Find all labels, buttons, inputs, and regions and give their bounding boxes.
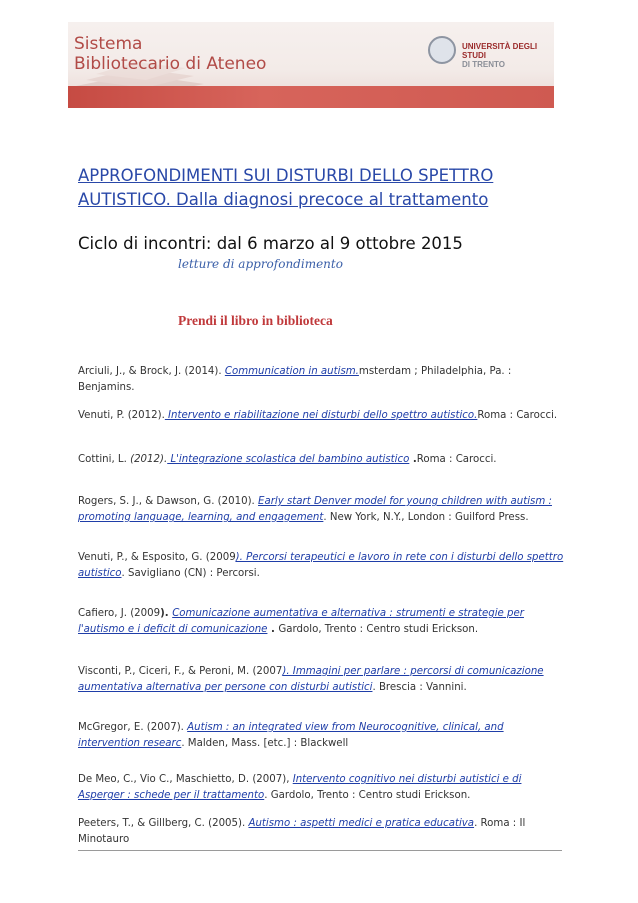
reference-publisher: . Gardolo, Trento : Centro studi Erickson.: [264, 790, 471, 801]
reference-title-link[interactable]: Intervento cognitivo nei disturbi autistici e di Asperger : schede per il trattamento: [78, 774, 522, 801]
reference-title-link[interactable]: Autismo : aspetti medici e pratica educativa: [248, 818, 475, 829]
banner-band: [68, 86, 554, 108]
reference-title-link[interactable]: L'integrazione scolastica del bambino autistico: [167, 454, 410, 465]
reference-publisher: Roma : Carocci.: [416, 454, 497, 465]
reference-title-link[interactable]: Comunicazione aumentativa e alternativa : strumenti e strategie per l'autismo e i deficit di comunicazione: [78, 608, 524, 635]
reference-item: [78, 816, 564, 848]
logo-line-2: Bibliotecario di Ateneo: [74, 54, 267, 74]
library-logo[interactable]: [74, 34, 266, 74]
reference-publisher: msterdam ; Philadelphia, Pa. : Benjamins.: [78, 366, 512, 393]
reference-title-link[interactable]: Intervento e riabilitazione nei disturbi dello spettro autistico.: [164, 410, 478, 421]
reference-separator: .: [409, 454, 417, 465]
reference-publisher: Gardolo, Trento : Centro studi Erickson.: [278, 624, 479, 635]
cycle-dates: Ciclo di incontri: dal 6 marzo al 9 ottobre 2015: [78, 234, 463, 253]
reference-authors: Cottini, L.: [78, 454, 131, 465]
university-line-1: UNIVERSITÀ DEGLI STUDI: [462, 42, 538, 60]
reference-title-link[interactable]: Autism : an integrated view from Neurocognitive, clinical, and intervention researc: [78, 722, 504, 749]
reference-publisher: . Malden, Mass. [etc.] : Blackwell: [181, 738, 349, 749]
reference-authors: Venuti, P. (2012).: [78, 410, 165, 421]
reference-authors: McGregor, E. (2007).: [78, 722, 188, 733]
page-title[interactable]: APPROFONDIMENTI SUI DISTURBI DELLO SPETTRO AUTISTICO. Dalla diagnosi precoce al trattamento: [78, 166, 494, 209]
reference-publisher: . New York, N.Y., London : Guilford Press.: [323, 512, 529, 523]
reference-authors: Rogers, S. J., & Dawson, G. (2010).: [78, 496, 259, 507]
library-banner: [68, 22, 554, 108]
reference-item: [78, 452, 564, 468]
reference-year-close: ).: [160, 608, 173, 619]
reference-item: [78, 664, 564, 696]
reference-year: (2012).: [130, 454, 168, 465]
reference-item: [78, 550, 564, 582]
reference-item: [78, 772, 564, 804]
reference-item: [78, 408, 564, 424]
reference-publisher: Roma : Carocci.: [477, 410, 558, 421]
reference-authors: Visconti, P., Ciceri, F., & Peroni, M. (2007: [78, 666, 283, 677]
reference-item: [78, 606, 564, 638]
reference-publisher: . Roma : Il Minotauro: [78, 818, 526, 845]
reference-authors: Cafiero, J. (2009: [78, 608, 161, 619]
reference-title-link[interactable]: Early start Denver model for young children with autism : promoting language, learning, and engagement: [78, 496, 552, 523]
reference-separator: .: [267, 624, 279, 635]
university-logo[interactable]: [428, 36, 548, 70]
readings-label: letture di approfondimento: [178, 257, 343, 271]
footer-divider: [78, 850, 562, 851]
reference-publisher: . Savigliano (CN) : Percorsi.: [121, 568, 260, 579]
reference-title-link[interactable]: Communication in autism.: [224, 366, 359, 377]
university-name: [462, 42, 548, 69]
logo-line-1: Sistema: [74, 34, 143, 54]
reference-publisher: . Brescia : Vannini.: [372, 682, 467, 693]
reference-item: [78, 720, 564, 752]
reference-title-link[interactable]: ). Percorsi terapeutici e lavoro in rete con i disturbi dello spettro autistico: [78, 552, 564, 579]
reference-title-link[interactable]: ). Immagini per parlare : percorsi di comunicazione aumentativa alternativa per persone con disturbi autistici: [78, 666, 544, 693]
reference-item: [78, 494, 564, 526]
reference-authors: De Meo, C., Vio C., Maschietto, D. (2007),: [78, 774, 293, 785]
reference-item: [78, 364, 564, 396]
university-seal-icon: [428, 36, 456, 64]
reference-authors: Venuti, P., & Esposito, G. (2009: [78, 552, 236, 563]
borrow-heading: Prendi il libro in biblioteca: [178, 313, 333, 328]
university-line-2: DI TRENTO: [462, 60, 505, 69]
reference-authors: Arciuli, J., & Brock, J. (2014).: [78, 366, 225, 377]
reference-authors: Peeters, T., & Gillberg, C. (2005).: [78, 818, 249, 829]
